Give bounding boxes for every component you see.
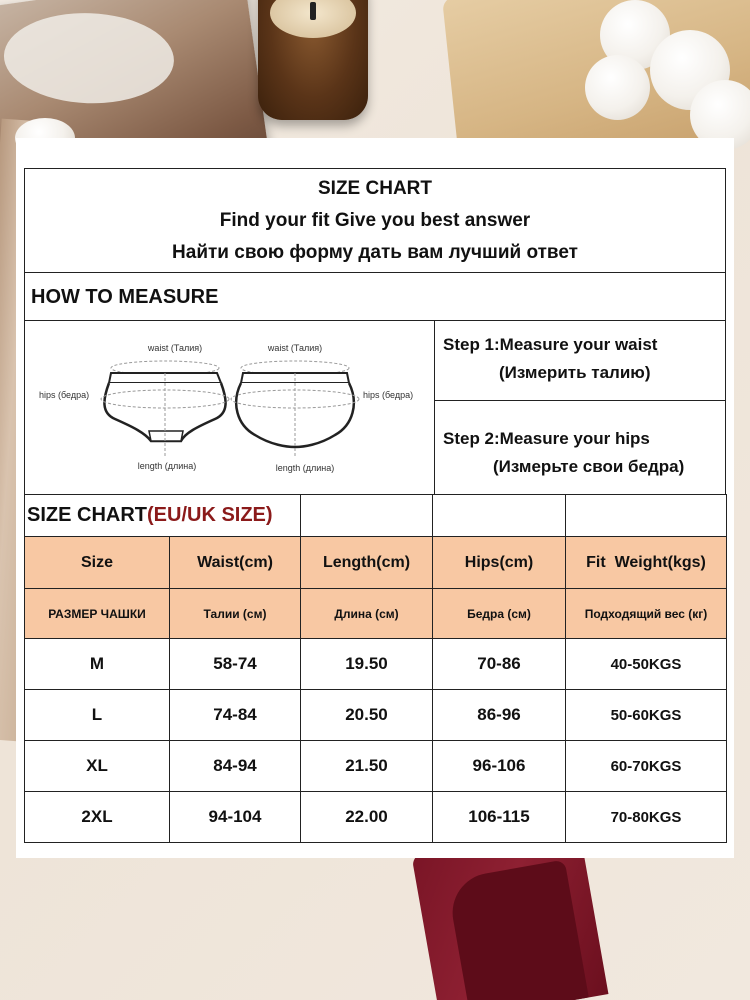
chart-header [24,168,726,272]
size-cell: 2XL [25,792,170,843]
size-table-title-row [25,495,727,537]
measure-section [24,320,726,494]
chart-title: SIZE CHART [318,177,432,199]
hips-cell: 86-96 [433,690,566,741]
header-hips: Hips(cm) [433,537,566,589]
front-view-diagram [101,361,229,457]
waist-cell: 84-94 [170,741,301,792]
header-size-ru: РАЗМЕР ЧАШКИ [25,589,170,639]
size-table-title-accent: (EU/UK SIZE) [147,504,273,526]
size-table-title-main: SIZE CHART [27,504,147,526]
label-length-back: length (длина) [275,463,335,473]
header-length: Length(cm) [301,537,433,589]
underwear-diagram [25,321,435,495]
header-size: Size [25,537,170,589]
chart-subtitle-ru: Найти свою форму дать вам лучший ответ [172,241,578,263]
step-2 [435,400,725,494]
header-weight-ru: Подходящий вес (кг) [566,589,727,639]
table-row [25,690,727,741]
hips-cell: 96-106 [433,741,566,792]
step-2-text: Step 2:Measure your hips [443,429,650,448]
waist-cell: 58-74 [170,639,301,690]
candle-jar [258,0,368,120]
weight-cell: 60-70KGS [566,741,727,792]
label-waist-front: waist (Талия) [147,343,203,353]
label-hips-front: hips (бедра) [39,390,90,400]
size-table [24,494,727,843]
header-row-en [25,537,727,589]
size-cell: M [25,639,170,690]
length-cell: 22.00 [301,792,433,843]
hips-cell: 106-115 [433,792,566,843]
size-table-title [25,495,301,537]
weight-cell: 40-50KGS [566,639,727,690]
hips-cell: 70-86 [433,639,566,690]
header-weight: Fit Weight(kgs) [566,537,727,589]
step-2-translation: (Измерьте свои бедра) [493,457,685,476]
weight-cell: 50-60KGS [566,690,727,741]
table-row [25,792,727,843]
size-chart-grid [24,168,726,843]
header-waist: Waist(cm) [170,537,301,589]
header-row-ru [25,589,727,639]
empty-cell [566,495,727,537]
label-length-front: length (длина) [137,461,197,471]
step-1 [435,321,725,400]
empty-cell [301,495,433,537]
header-waist-ru: Талии (см) [170,589,301,639]
empty-cell [433,495,566,537]
weight-cell: 70-80KGS [566,792,727,843]
length-cell: 21.50 [301,741,433,792]
label-hips-back: hips (бедра) [363,390,414,400]
table-row [25,741,727,792]
length-cell: 20.50 [301,690,433,741]
header-length-ru: Длина (см) [301,589,433,639]
size-cell: L [25,690,170,741]
length-cell: 19.50 [301,639,433,690]
step-1-translation: (Измерить талию) [499,363,651,382]
back-view-diagram [231,361,359,457]
chart-subtitle-en: Find your fit Give you best answer [219,209,531,231]
table-row [25,639,727,690]
waist-cell: 74-84 [170,690,301,741]
measure-diagram [25,321,435,494]
header-hips-ru: Бедра (см) [433,589,566,639]
measure-steps [435,321,725,494]
label-waist-back: waist (Талия) [267,343,323,353]
size-cell: XL [25,741,170,792]
cotton-ball [585,55,650,120]
waist-cell: 94-104 [170,792,301,843]
step-1-text: Step 1:Measure your waist [443,335,658,354]
size-chart-card [16,138,734,858]
how-to-measure-heading: HOW TO MEASURE [24,272,726,320]
